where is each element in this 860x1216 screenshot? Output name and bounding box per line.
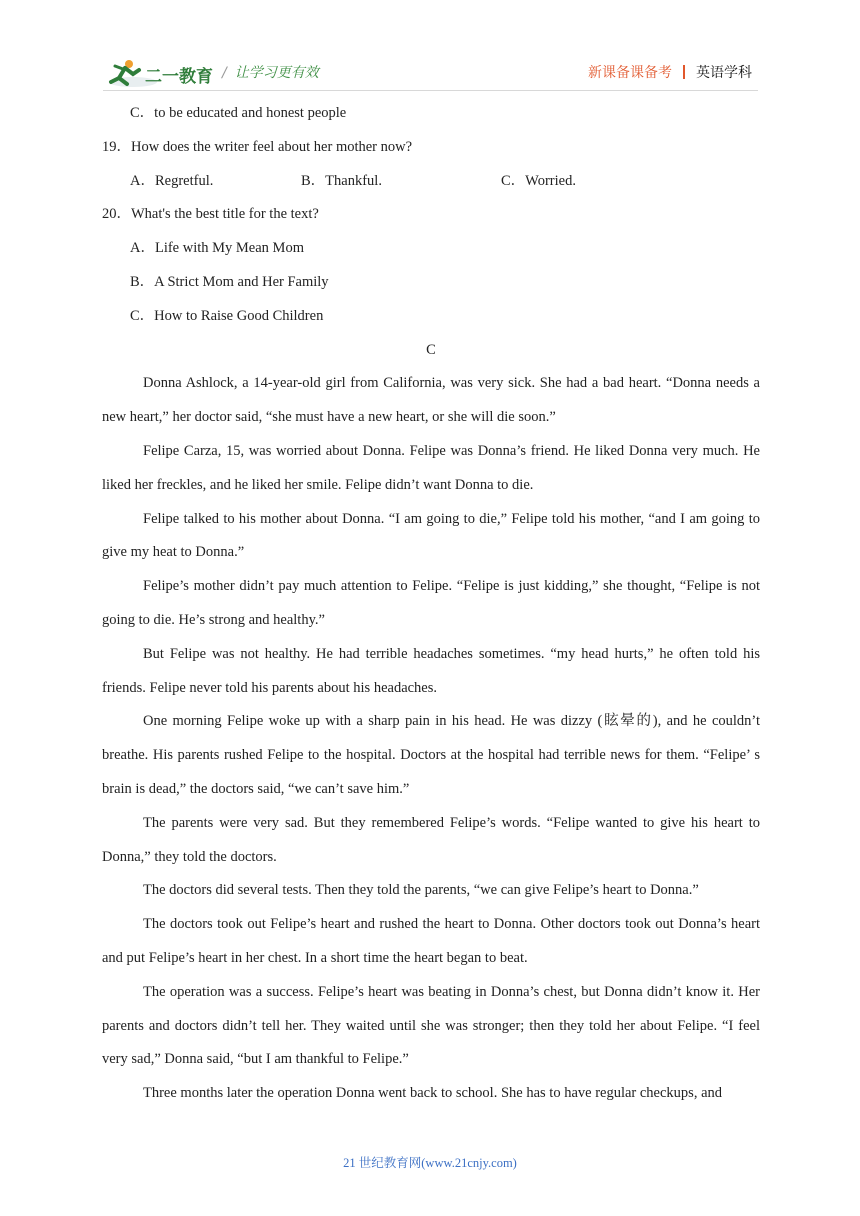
subject-label: 英语学科 [696,65,752,81]
logo-text: 二一教育 [145,67,213,87]
page-footer: 21 世纪教育网(www.21cnjy.com) [343,1156,517,1170]
paragraph: One morning Felipe woke up with a sharp pain in his head. He was dizzy (眩晕的), and he couldn’t breathe. His parents rushed Felipe to the hospital. Doctors at the hospital had terrible news for them. “Felipe’ s brain is dead,” the doctors said, “we can’t save him.” [102,713,760,797]
option-20b: B．A Strict Mom and Her Family [130,273,329,290]
slogan [222,62,319,82]
paragraph: The operation was a success. Felipe’s heart was beating in Donna’s chest, but Donna didn’t know it. Her parents and doctors didn’t tell her. They waited until she was stronger; then they told her about Felipe. “I feel very sad,” Donna said, “but I am thankful to Felipe.” [102,983,760,1068]
paragraph: Donna Ashlock, a 14-year-old girl from California, was very sick. She had a bad heart. “Donna needs a new heart,” her doctor said, “she must have a new heart, or she will die soon.” [102,375,760,426]
document-body [102,97,760,1111]
paragraph: The doctors took out Felipe’s heart and rushed the heart to Donna. Other doctors took out Donna’s heart and put Felipe’s heart in her chest. In a short time the heart began to beat. [102,916,760,966]
header-divider [103,90,758,91]
option-19b: B．Thankful. [301,172,382,189]
option-20a: A．Life with My Mean Mom [130,240,304,257]
slash-divider: / [222,65,227,81]
paragraph: But Felipe was not healthy. He had terrible headaches sometimes. “my head hurts,” he often told his friends. Felipe never told his parents about his headaches. [102,645,760,696]
option-20c: C．How to Raise Good Children [130,307,324,324]
option-19a: A．Regretful. [130,172,214,189]
question-19: 19．How does the writer feel about her mother now? [102,138,413,155]
paragraph: The parents were very sad. But they remembered Felipe’s words. “Felipe wanted to give his heart to Donna,” they told the doctors. [102,814,760,865]
question-20: 20．What's the best title for the text? [102,206,319,223]
paragraph: The doctors did several tests. Then they told the parents, “we can give Felipe’s heart to Donna.” [143,882,699,899]
question-19-options [102,165,760,199]
paragraph: Three months later the operation Donna went back to school. She has to have regular checkups, and [143,1085,723,1102]
paragraph: Felipe Carza, 15, was worried about Donna. Felipe was Donna’s friend. He liked Donna very much. He liked her freckles, and he liked her smile. Felipe didn’t want Donna to die. [102,442,760,493]
slogan-text: 让学习更有效 [234,65,319,81]
page-header [0,0,860,100]
paragraph: Felipe’s mother didn’t pay much attention to Felipe. “Felipe is just kidding,” she thought, “Felipe is not going to die. He’s strong and healthy.” [102,578,760,628]
paragraph: Felipe talked to his mother about Donna. “I am going to die,” Felipe told his mother, “and I am going to give my heat to Donna.” [102,510,760,561]
header-right [588,62,752,82]
header-separator [683,65,685,79]
option-19c: C．Worried. [501,172,576,189]
section-title: C [426,341,436,358]
option-18c: C．to be educated and honest people [130,105,347,121]
tagline: 新课备课备考 [588,65,672,81]
